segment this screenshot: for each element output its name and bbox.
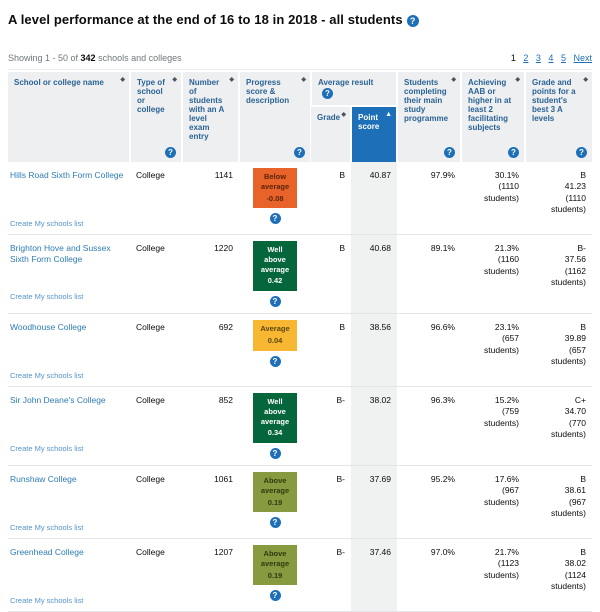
create-schools-list-link[interactable]: Create My schools list — [10, 371, 84, 380]
pagination-page-2[interactable]: 2 — [523, 53, 529, 63]
school-type: College — [130, 466, 182, 539]
pagination-next-link[interactable]: Next — [573, 53, 592, 63]
header-label: Achieving AAB or higher in at least 2 facilitating subjects — [468, 78, 512, 132]
pagination-current: 1 — [510, 53, 516, 63]
aab-percentage: 21.7% — [494, 547, 519, 557]
school-name-link[interactable]: Sir John Deane's College — [10, 395, 106, 405]
progress-description: Above average — [260, 476, 290, 495]
aab-student-count: (1160 students) — [484, 254, 519, 276]
table-row — [8, 466, 592, 539]
header-progress-score[interactable] — [239, 72, 311, 162]
average-point-score: 40.68 — [351, 235, 397, 314]
progress-badge — [253, 545, 297, 585]
aab-percentage: 23.1% — [494, 322, 519, 332]
help-icon[interactable]: ? — [294, 147, 305, 158]
table-row — [8, 387, 592, 466]
progress-badge — [253, 472, 297, 512]
best3-grade: B — [580, 322, 586, 332]
aab-student-count: (759 students) — [484, 406, 519, 428]
best3-student-count: (657 students) — [551, 344, 586, 367]
create-schools-list-link[interactable]: Create My schools list — [10, 292, 84, 301]
header-school-type[interactable] — [130, 72, 182, 162]
students-entry-count: 1220 — [182, 235, 239, 314]
results-prefix: Showing 1 - 50 of — [8, 53, 81, 63]
best3-grade: B — [580, 474, 586, 484]
aab-student-count: (1110 students) — [484, 181, 519, 203]
students-entry-count: 1061 — [182, 466, 239, 539]
best3-student-count: (770 students) — [551, 417, 586, 440]
average-point-score: 40.87 — [351, 162, 397, 235]
progress-score: 0.34 — [267, 428, 283, 438]
best3-student-count: (1124 students) — [551, 569, 586, 592]
help-icon[interactable]: ? — [576, 147, 587, 158]
pagination-page-3[interactable]: 3 — [535, 53, 541, 63]
header-label: Average result — [318, 78, 374, 87]
best3-grade: B- — [577, 243, 586, 253]
header-students-entry[interactable] — [182, 72, 239, 162]
results-count: 342 — [80, 53, 96, 63]
students-entry-count: 1207 — [182, 539, 239, 612]
header-label: Progress score & description — [246, 78, 290, 105]
sort-icon[interactable]: ◆ — [583, 77, 588, 83]
best3-grade: C+ — [574, 395, 586, 405]
sort-active-icon[interactable]: ▲ — [385, 111, 392, 118]
create-schools-list-link[interactable]: Create My schools list — [10, 523, 84, 532]
best3-student-count: (1110 students) — [551, 192, 586, 215]
progress-score: -0.08 — [266, 193, 284, 203]
performance-table — [8, 72, 592, 612]
average-point-score: 38.56 — [351, 314, 397, 387]
sort-icon[interactable]: ◆ — [229, 77, 234, 83]
progress-cell — [239, 387, 311, 466]
help-icon[interactable]: ? — [322, 88, 333, 99]
progress-description: Well above average — [260, 397, 290, 426]
header-label: School or college name — [14, 78, 104, 87]
help-icon[interactable]: ? — [407, 15, 419, 27]
progress-score: 0.19 — [267, 570, 283, 580]
create-schools-list-link[interactable]: Create My schools list — [10, 219, 84, 228]
best3-cell — [525, 235, 592, 314]
progress-badge — [253, 393, 297, 443]
school-name-link[interactable]: Runshaw College — [10, 474, 77, 484]
table-row — [8, 235, 592, 314]
header-achieving-aab[interactable] — [461, 72, 525, 162]
best3-student-count: (1162 students) — [551, 265, 586, 288]
pagination — [506, 53, 592, 63]
header-school-name[interactable] — [8, 72, 130, 162]
school-name-link[interactable]: Greenhead College — [10, 547, 84, 557]
sort-icon[interactable]: ◆ — [172, 77, 177, 83]
best3-cell — [525, 466, 592, 539]
best3-points: 38.61 — [564, 485, 586, 496]
best3-points: 34.70 — [564, 406, 586, 417]
school-name-link[interactable]: Woodhouse College — [10, 322, 87, 332]
best3-grade: B — [580, 547, 586, 557]
help-icon[interactable]: ? — [444, 147, 455, 158]
table-row — [8, 162, 592, 235]
header-label: Students completing their main study programme — [404, 78, 449, 123]
header-label: Grade — [317, 113, 341, 122]
sort-icon[interactable]: ◆ — [301, 77, 306, 83]
average-grade: B- — [311, 387, 351, 466]
progress-description: Below average — [260, 172, 290, 191]
sort-icon[interactable]: ◆ — [341, 112, 346, 118]
help-icon[interactable]: ? — [270, 213, 281, 224]
aab-student-count: (657 students) — [484, 333, 519, 355]
progress-cell — [239, 235, 311, 314]
achieving-aab-cell — [461, 387, 525, 466]
progress-cell — [239, 162, 311, 235]
achieving-aab-cell — [461, 466, 525, 539]
students-completing-pct: 97.0% — [397, 539, 461, 612]
achieving-aab-cell — [461, 162, 525, 235]
best3-cell — [525, 387, 592, 466]
results-bar — [8, 53, 592, 70]
progress-badge — [253, 320, 297, 351]
students-completing-pct: 96.3% — [397, 387, 461, 466]
best3-points: 38.02 — [564, 558, 586, 569]
progress-description: Average — [260, 324, 290, 333]
results-summary — [8, 53, 182, 63]
help-icon[interactable]: ? — [165, 147, 176, 158]
progress-score: 0.19 — [267, 497, 283, 507]
average-point-score: 37.46 — [351, 539, 397, 612]
table-body — [8, 162, 592, 612]
best3-cell — [525, 539, 592, 612]
header-label: Point score — [358, 113, 380, 131]
header-students-completing[interactable] — [397, 72, 461, 162]
average-grade: B — [311, 235, 351, 314]
school-name-link[interactable]: Hills Road Sixth Form College — [10, 170, 124, 180]
average-point-score: 38.02 — [351, 387, 397, 466]
table-row — [8, 314, 592, 387]
progress-badge — [253, 241, 297, 291]
progress-badge — [253, 168, 297, 208]
average-grade: B- — [311, 466, 351, 539]
best3-points: 41.23 — [564, 181, 586, 192]
school-type: College — [130, 162, 182, 235]
progress-cell — [239, 314, 311, 387]
progress-description: Well above average — [260, 245, 290, 274]
school-type: College — [130, 387, 182, 466]
sort-icon[interactable]: ◆ — [120, 77, 125, 83]
create-schools-list-link[interactable]: Create My schools list — [10, 596, 84, 605]
average-grade: B- — [311, 539, 351, 612]
header-best3-alevels[interactable] — [525, 72, 592, 162]
aab-student-count: (1123 students) — [484, 558, 519, 580]
best3-points: 39.89 — [564, 333, 586, 344]
header-average-result — [311, 72, 397, 106]
aab-percentage: 30.1% — [494, 170, 519, 180]
students-completing-pct: 96.6% — [397, 314, 461, 387]
achieving-aab-cell — [461, 235, 525, 314]
best3-points: 37.56 — [564, 254, 586, 265]
aab-percentage: 15.2% — [494, 395, 519, 405]
students-entry-count: 692 — [182, 314, 239, 387]
best3-student-count: (967 students) — [551, 496, 586, 519]
help-icon[interactable]: ? — [270, 517, 281, 528]
help-icon[interactable]: ? — [270, 590, 281, 601]
achieving-aab-cell — [461, 314, 525, 387]
aab-percentage: 17.6% — [494, 474, 519, 484]
average-point-score: 37.69 — [351, 466, 397, 539]
school-name-link[interactable]: Brighton Hove and Sussex Sixth Form College — [10, 243, 111, 265]
results-suffix: schools and colleges — [95, 53, 182, 63]
school-type: College — [130, 235, 182, 314]
create-schools-list-link[interactable]: Create My schools list — [10, 444, 84, 453]
school-type: College — [130, 314, 182, 387]
help-icon[interactable]: ? — [508, 147, 519, 158]
sort-icon[interactable]: ◆ — [451, 77, 456, 83]
students-entry-count: 852 — [182, 387, 239, 466]
help-icon[interactable]: ? — [270, 448, 281, 459]
progress-score: 0.04 — [267, 335, 283, 345]
pagination-page-4[interactable]: 4 — [548, 53, 554, 63]
header-grade[interactable] — [311, 106, 351, 162]
best3-grade: B — [580, 170, 586, 180]
header-point-score[interactable] — [351, 106, 397, 162]
best3-cell — [525, 314, 592, 387]
progress-score: 0.42 — [267, 276, 283, 286]
table-row — [8, 539, 592, 612]
aab-student-count: (967 students) — [484, 485, 519, 507]
table-header — [8, 72, 592, 162]
pagination-page-5[interactable]: 5 — [560, 53, 566, 63]
progress-cell — [239, 466, 311, 539]
achieving-aab-cell — [461, 539, 525, 612]
students-completing-pct: 95.2% — [397, 466, 461, 539]
header-label: Grade and points for a student's best 3 A levels — [532, 78, 576, 123]
aab-percentage: 21.3% — [494, 243, 519, 253]
progress-description: Above average — [260, 549, 290, 568]
page-title — [8, 12, 592, 27]
help-icon[interactable]: ? — [270, 296, 281, 307]
header-label: Number of students with an A level exam entry — [189, 78, 224, 141]
students-completing-pct: 97.9% — [397, 162, 461, 235]
best3-cell — [525, 162, 592, 235]
progress-cell — [239, 539, 311, 612]
students-entry-count: 1141 — [182, 162, 239, 235]
students-completing-pct: 89.1% — [397, 235, 461, 314]
school-type: College — [130, 539, 182, 612]
average-grade: B — [311, 162, 351, 235]
sort-icon[interactable]: ◆ — [515, 77, 520, 83]
page-title-text: A level performance at the end of 16 to 18 in 2018 - all students — [8, 12, 403, 27]
header-label: Type of school or college — [137, 78, 165, 114]
average-grade: B — [311, 314, 351, 387]
help-icon[interactable]: ? — [270, 356, 281, 367]
